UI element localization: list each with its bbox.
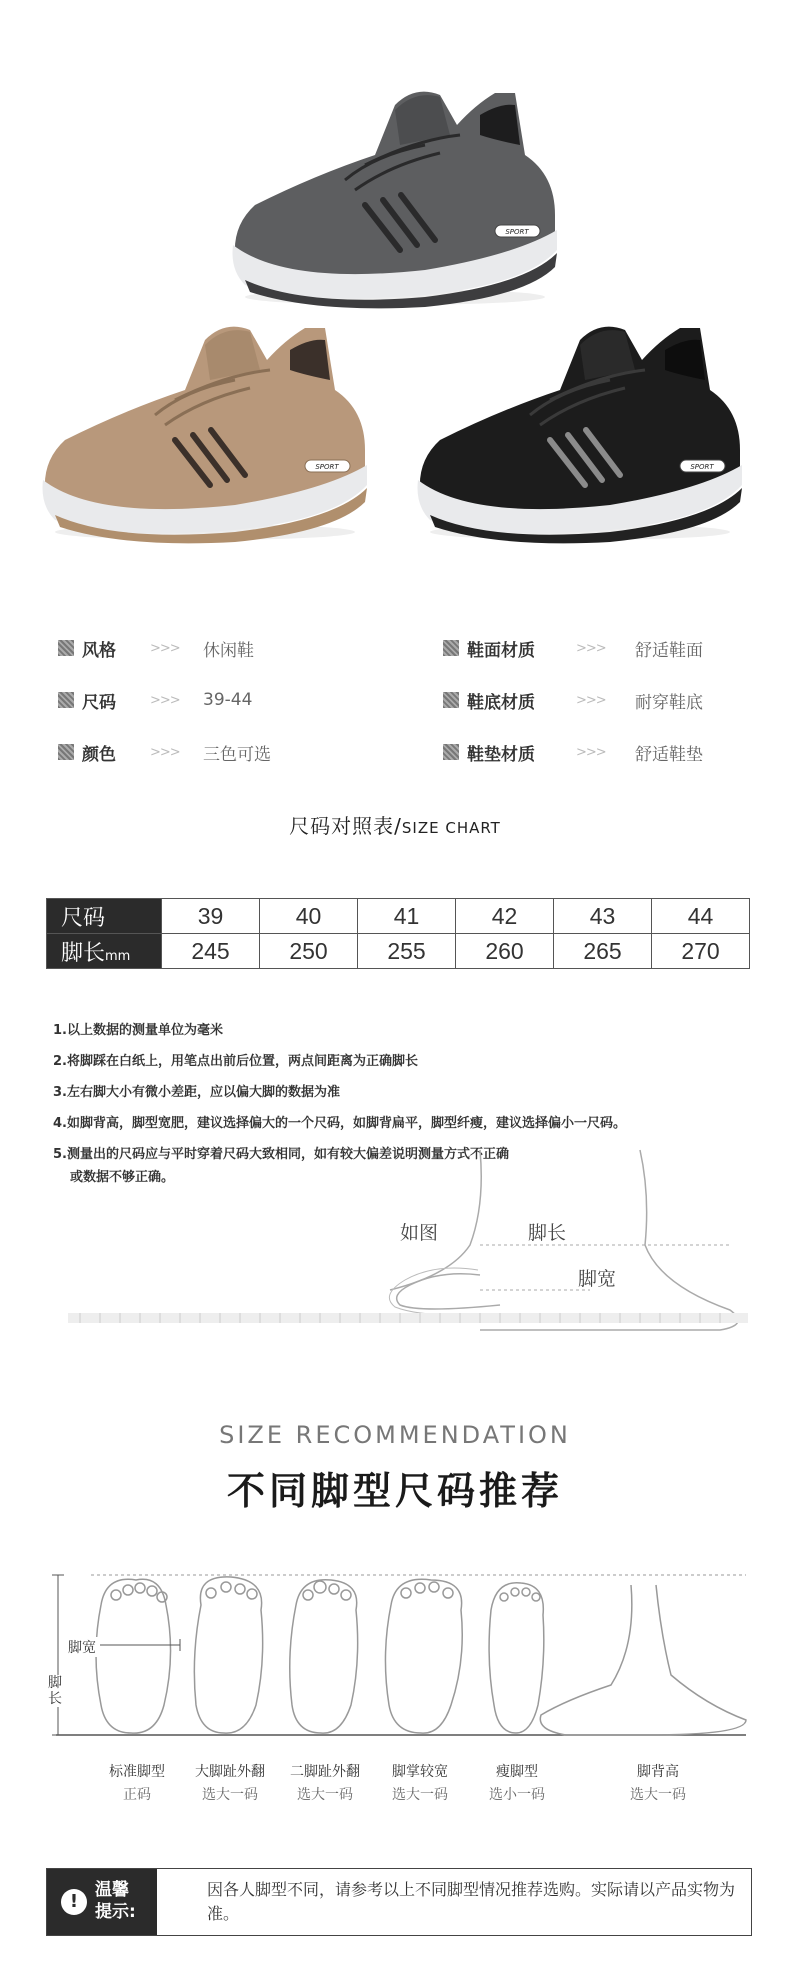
length-cell: 270 [652,934,750,969]
length-cell: 260 [456,934,554,969]
attr-value: 三色可选 [203,744,271,765]
size-cell: 41 [358,899,456,934]
attr-key: 风格 [82,640,116,661]
row-header-size: 尺码 [47,899,162,934]
tip-label-block [47,1869,157,1935]
attr-value: 舒适鞋垫 [635,744,703,765]
diagram-length-label: 脚长 [528,1222,567,1244]
row-header-length-label: 脚长 [61,940,106,966]
attr-color [58,740,388,764]
arrow-icon: >>> [150,744,180,760]
foot-type-name: 二脚趾外翻 [290,1764,360,1780]
table-row-size [47,899,750,934]
square-bullet-icon [443,744,459,760]
shoe-logo: SPORT [690,463,714,471]
length-cell: 255 [358,934,456,969]
length-cell: 245 [162,934,260,969]
note-4: 4.如脚背高，脚型宽肥，建议选择偏大的一个尺码，如脚背扁平，脚型纤瘦，建议选择偏小一尺码。 [53,1116,626,1131]
row-header-length [47,934,162,969]
size-chart-title-zh: 尺码对照表 [289,814,395,838]
arrow-icon: >>> [576,692,606,708]
foot-type-name: 脚背高 [637,1764,679,1780]
attr-key: 尺码 [82,692,116,713]
size-cell: 39 [162,899,260,934]
shoe-image-black [410,320,750,545]
length-cell: 265 [554,934,652,969]
diagram-as-shown-label: 如图 [400,1222,439,1244]
foot-type-advice: 选大一码 [202,1787,258,1803]
size-table [46,898,750,969]
row-header-length-unit: mm [105,948,131,964]
exclamation-icon: ! [61,1889,87,1915]
foot-type-advice: 选小一码 [489,1787,545,1803]
shoe-image-grey [225,85,565,310]
attr-sole-material [443,688,773,712]
attr-value: 舒适鞋面 [635,640,703,661]
note-3: 3.左右脚大小有微小差距，应以偏大脚的数据为准 [53,1085,340,1100]
note-5-cont: 或数据不够正确。 [70,1170,175,1185]
square-bullet-icon [58,640,74,656]
width-label: 脚宽 [64,1637,100,1657]
arrow-icon: >>> [576,744,606,760]
length-cell: 250 [260,934,358,969]
attr-value: 39-44 [203,690,253,710]
attr-size [58,688,388,712]
foot-type-name: 大脚趾外翻 [195,1764,265,1780]
attr-value: 耐穿鞋底 [635,692,703,713]
square-bullet-icon [443,640,459,656]
size-cell: 43 [554,899,652,934]
attr-key: 鞋面材质 [467,640,535,661]
foot-type-name: 瘦脚型 [496,1764,538,1780]
square-bullet-icon [443,692,459,708]
note-2: 2.将脚踩在白纸上，用笔点出前后位置，两点间距离为正确脚长 [53,1054,418,1069]
arrow-icon: >>> [150,692,180,708]
attr-insole-material [443,740,773,764]
diagram-width-label: 脚宽 [578,1268,617,1290]
tip-text: 因各人脚型不同，请参考以上不同脚型情况推荐选购。实际请以产品实物为准。 [207,1880,736,1923]
recommendation-title-en: SIZE RECOMMENDATION [219,1421,571,1449]
note-5: 5.测量出的尺码应与平时穿着尺码大致相同，如有较大偏差说明测量方式不正确 [53,1147,509,1162]
shoe-logo: SPORT [315,463,339,471]
foot-type-name: 标准脚型 [109,1764,165,1780]
tip-label-line1: 温馨 [95,1880,129,1900]
table-row-length [47,934,750,969]
attr-key: 颜色 [82,744,116,765]
size-cell: 44 [652,899,750,934]
square-bullet-icon [58,692,74,708]
shoe-logo: SPORT [505,228,529,236]
attr-key: 鞋底材质 [467,692,535,713]
size-chart-title-sep: / [394,814,402,838]
tip-label [95,1879,136,1923]
size-chart-title [0,810,790,839]
size-cell: 42 [456,899,554,934]
foot-type-advice: 选大一码 [297,1787,353,1803]
foot-types-diagram [46,1565,756,1745]
foot-type-advice: 选大一码 [630,1787,686,1803]
arrow-icon: >>> [576,640,606,656]
foot-type-name: 脚掌较宽 [392,1764,448,1780]
tip-box [46,1868,752,1936]
arrow-icon: >>> [150,640,180,656]
size-chart-title-en: SIZE CHART [401,819,501,837]
foot-type-advice: 正码 [123,1787,151,1803]
attr-upper-material [443,636,773,660]
recommendation-title-zh: 不同脚型尺码推荐 [226,1469,563,1513]
square-bullet-icon [58,744,74,760]
length-label: 脚长 [48,1675,62,1707]
foot-type-advice: 选大一码 [392,1787,448,1803]
note-1: 1.以上数据的测量单位为毫米 [53,1023,223,1038]
attr-style [58,636,388,660]
size-cell: 40 [260,899,358,934]
shoe-image-khaki [35,320,375,545]
attr-value: 休闲鞋 [203,640,254,661]
tip-label-line2: 提示: [95,1902,136,1922]
attr-key: 鞋垫材质 [467,744,535,765]
